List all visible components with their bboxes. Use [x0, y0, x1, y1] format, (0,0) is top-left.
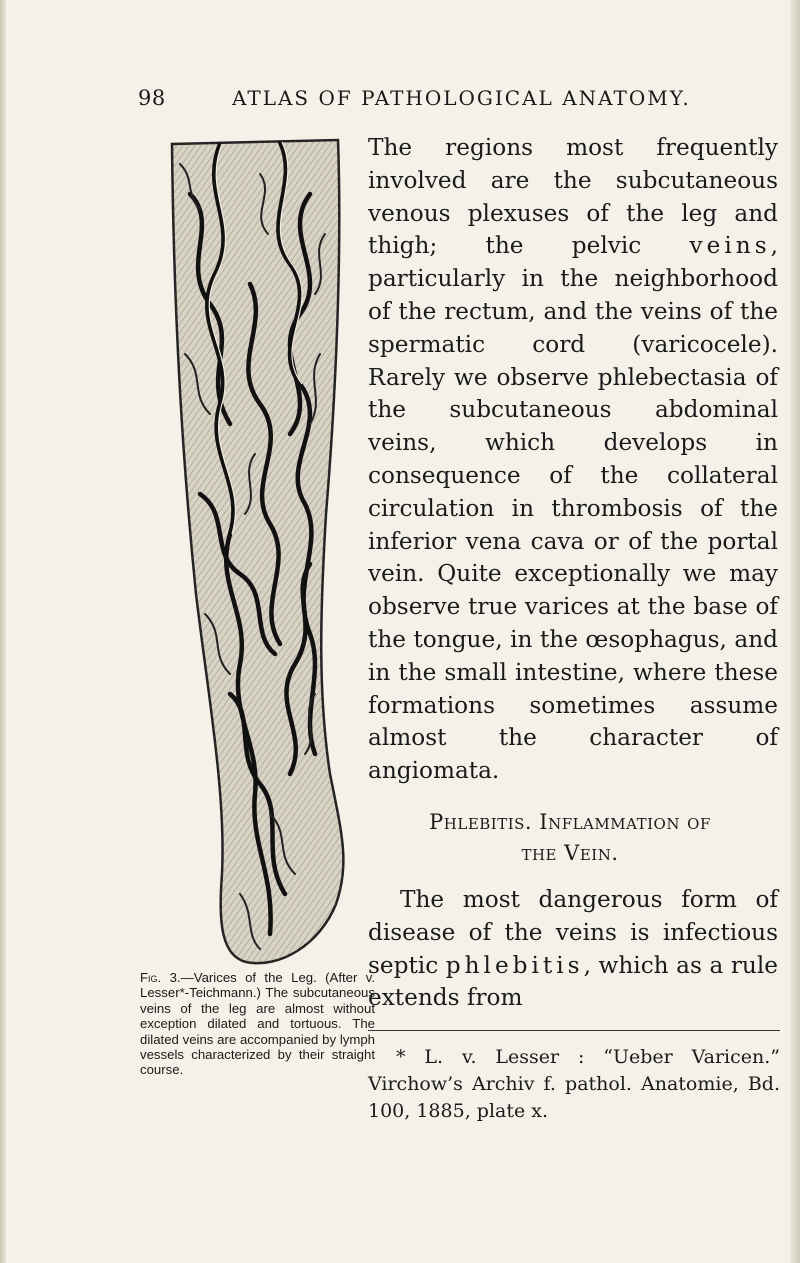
figure-caption: Fig. 3.—Varices of the Leg. (After v. Lesser*-Teichmann.) The subcutaneous veins of the leg are almost without exception dilated and tortuous. The dilated veins are accompanied by lymph vessels characterized by their straight course.: [140, 970, 375, 1078]
figure-caption-title: Varices of the Leg.: [193, 970, 317, 985]
page-number: 98: [138, 86, 166, 110]
footnote-divider: [368, 1030, 780, 1031]
emphasis-phlebitis: phlebitis: [445, 951, 584, 979]
section-heading: [370, 807, 770, 869]
figure-caption-credit: (After v. Lesser*-Teichmann.): [140, 970, 375, 1001]
paragraph-regions-text-b: , particularly in the neighborhood of the rectum, and the veins of the spermatic cord (varicocele). Rarely we observe phlebectasia of the subcutaneous abdominal veins, which develops in consequence of the collateral circulation in thrombosis of the inferior vena cava or of the portal vein. Quite exceptionally we may observe true varices at the base of the tongue, in the œsophagus, and in the small intestine, where these formations sometimes assume almost the character of angiomata.: [368, 232, 778, 785]
emphasis-veins: veins: [689, 232, 771, 260]
paragraph-regions: [368, 132, 778, 788]
paragraph-phlebitis-text-a: The most dangerous form of disease of the veins is infectious septic: [368, 886, 778, 979]
running-title: ATLAS OF PATHOLOGICAL ANATOMY.: [232, 86, 691, 110]
section-heading-line-2: the Vein.: [521, 841, 619, 865]
section-heading-line-1: Phlebitis. Inflammation of: [429, 810, 711, 834]
paragraph-phlebitis: [368, 884, 778, 1015]
page-right-edge: [790, 0, 800, 1263]
figure-label: Fig. 3.: [140, 970, 181, 985]
paragraph-regions-text-a: The regions most frequently involved are the subcutaneous venous plexuses of the leg and thigh; the pelvic: [368, 134, 778, 260]
figure-caption-body: The subcutaneous veins of the leg are almost without exception dilated and tortuous. The dilated veins are accompanied by lymph vessels characterized by their straight course.: [140, 985, 375, 1078]
footnote-text: * L. v. Lesser : “Ueber Varicen.” Virchow’s Archiv f. pathol. Anatomie, Bd. 100, 1885, plate x.: [368, 1046, 780, 1122]
footnote: [368, 1044, 780, 1125]
leg-varices-illustration: [160, 134, 350, 974]
page-left-edge: [0, 0, 6, 1263]
paragraph-phlebitis-text-b: , which as a rule extends from: [368, 951, 778, 1012]
